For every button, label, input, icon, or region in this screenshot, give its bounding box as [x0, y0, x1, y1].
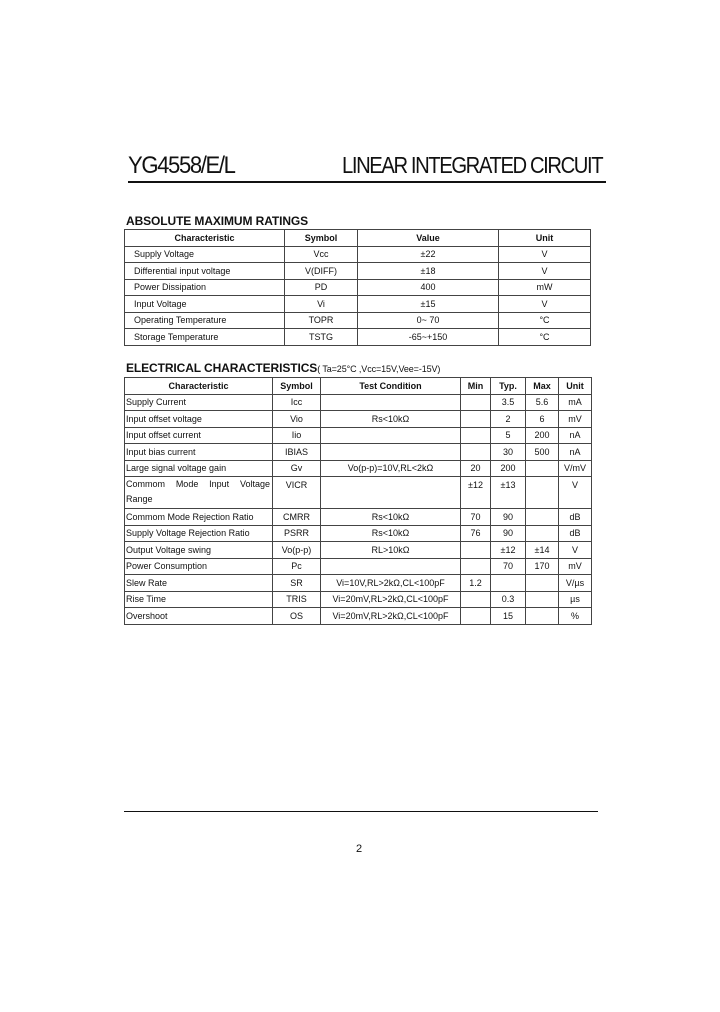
test-condition-cell: Rs<10kΩ — [321, 525, 461, 542]
max-cell — [526, 460, 559, 477]
table-row — [125, 279, 591, 296]
typ-cell: ±12 — [491, 542, 526, 559]
table-row — [125, 542, 592, 559]
min-cell: 70 — [461, 509, 491, 526]
table-row — [125, 411, 592, 428]
value-cell: 400 — [358, 279, 499, 296]
max-cell: 170 — [526, 558, 559, 575]
characteristic-cell: Supply Voltage Rejection Ratio — [125, 525, 273, 542]
test-condition-cell — [321, 444, 461, 461]
document-title: LINEAR INTEGRATED CIRCUIT — [342, 152, 603, 178]
characteristic-cell: Power Dissipation — [125, 279, 285, 296]
symbol-cell: Gv — [273, 460, 321, 477]
typ-cell: 5 — [491, 427, 526, 444]
typ-cell: 15 — [491, 608, 526, 625]
header-value: Value — [358, 230, 499, 247]
unit-cell: % — [559, 608, 592, 625]
page-number: 2 — [356, 843, 363, 855]
symbol-cell: Vi — [285, 296, 358, 313]
header-test-condition: Test Condition — [321, 378, 461, 395]
max-cell: ±14 — [526, 542, 559, 559]
max-cell: 6 — [526, 411, 559, 428]
test-condition-cell: RL>10kΩ — [321, 542, 461, 559]
characteristic-cell: Output Voltage swing — [125, 542, 273, 559]
abs-max-title: ABSOLUTE MAXIMUM RATINGS — [126, 214, 309, 228]
unit-cell: V — [499, 263, 591, 280]
characteristic-cell: Differential input voltage — [125, 263, 285, 280]
min-cell: 76 — [461, 525, 491, 542]
symbol-cell: OS — [273, 608, 321, 625]
characteristic-cell: Large signal voltage gain — [125, 460, 273, 477]
symbol-cell: SR — [273, 575, 321, 592]
header-unit: Unit — [559, 378, 592, 395]
unit-cell: nA — [559, 444, 592, 461]
value-cell: ±18 — [358, 263, 499, 280]
symbol-cell: TOPR — [285, 312, 358, 329]
header-characteristic: Characteristic — [125, 378, 273, 395]
table-row — [125, 525, 592, 542]
value-cell: 0~ 70 — [358, 312, 499, 329]
characteristic-cell: Storage Temperature — [125, 329, 285, 346]
characteristic-cell: Input offset current — [125, 427, 273, 444]
characteristic-cell: Supply Current — [125, 394, 273, 411]
header-max: Max — [526, 378, 559, 395]
max-cell: 5.6 — [526, 394, 559, 411]
unit-cell: µs — [559, 591, 592, 608]
abs-max-header-row — [125, 230, 591, 247]
symbol-cell: TSTG — [285, 329, 358, 346]
max-cell — [526, 608, 559, 625]
max-cell: 200 — [526, 427, 559, 444]
table-row — [125, 312, 591, 329]
header-typ: Typ. — [491, 378, 526, 395]
max-cell — [526, 575, 559, 592]
unit-cell: dB — [559, 509, 592, 526]
max-cell — [526, 477, 559, 509]
characteristic-cell: Input bias current — [125, 444, 273, 461]
test-condition-cell: Vi=10V,RL>2kΩ,CL<100pF — [321, 575, 461, 592]
characteristic-cell: Overshoot — [125, 608, 273, 625]
footer-rule — [124, 811, 598, 812]
unit-cell: V/mV — [559, 460, 592, 477]
symbol-cell: VICR — [273, 477, 321, 509]
table-row — [125, 460, 592, 477]
table-row — [125, 509, 592, 526]
test-condition-cell — [321, 477, 461, 509]
characteristic-cell: Input offset voltage — [125, 411, 273, 428]
unit-cell: mA — [559, 394, 592, 411]
typ-cell — [491, 575, 526, 592]
characteristic-cell: Commom Mode Rejection Ratio — [125, 509, 273, 526]
min-cell — [461, 411, 491, 428]
header-unit: Unit — [499, 230, 591, 247]
characteristic-cell: Commom Mode Input Voltage Range — [125, 477, 273, 509]
typ-cell: 2 — [491, 411, 526, 428]
symbol-cell: Vcc — [285, 246, 358, 263]
table-row — [125, 296, 591, 313]
table-row — [125, 263, 591, 280]
electrical-characteristics-table — [124, 377, 592, 625]
typ-cell: 0.3 — [491, 591, 526, 608]
part-number: YG4558/E/L — [128, 152, 235, 179]
typ-cell: 90 — [491, 525, 526, 542]
unit-cell: mW — [499, 279, 591, 296]
header-rule — [128, 181, 606, 183]
characteristic-cell: Slew Rate — [125, 575, 273, 592]
value-cell: -65~+150 — [358, 329, 499, 346]
typ-cell: 70 — [491, 558, 526, 575]
table-row — [125, 427, 592, 444]
table-row — [125, 477, 592, 509]
characteristic-cell: Input Voltage — [125, 296, 285, 313]
characteristic-cell: Power Consumption — [125, 558, 273, 575]
characteristic-cell: Rise Time — [125, 591, 273, 608]
unit-cell: V — [499, 246, 591, 263]
table-row — [125, 329, 591, 346]
table-row — [125, 444, 592, 461]
test-condition-cell — [321, 394, 461, 411]
min-cell: ±12 — [461, 477, 491, 509]
value-cell: ±22 — [358, 246, 499, 263]
min-cell — [461, 427, 491, 444]
unit-cell: V/µs — [559, 575, 592, 592]
typ-cell: 3.5 — [491, 394, 526, 411]
test-condition-cell: Vi=20mV,RL>2kΩ,CL<100pF — [321, 591, 461, 608]
header-characteristic: Characteristic — [125, 230, 285, 247]
unit-cell: nA — [559, 427, 592, 444]
symbol-cell: CMRR — [273, 509, 321, 526]
abs-max-table — [124, 229, 591, 346]
symbol-cell: Icc — [273, 394, 321, 411]
elec-header-row — [125, 378, 592, 395]
test-condition-cell: Vo(p-p)=10V,RL<2kΩ — [321, 460, 461, 477]
symbol-cell: Vo(p-p) — [273, 542, 321, 559]
table-row — [125, 575, 592, 592]
symbol-cell: Vio — [273, 411, 321, 428]
min-cell — [461, 608, 491, 625]
characteristic-cell: Supply Voltage — [125, 246, 285, 263]
test-condition-cell: Rs<10kΩ — [321, 411, 461, 428]
test-condition-cell — [321, 558, 461, 575]
electrical-title-text: ELECTRICAL CHARACTERISTICS — [126, 361, 318, 375]
min-cell — [461, 444, 491, 461]
max-cell: 500 — [526, 444, 559, 461]
unit-cell: dB — [559, 525, 592, 542]
value-cell: ±15 — [358, 296, 499, 313]
max-cell — [526, 509, 559, 526]
symbol-cell: Iio — [273, 427, 321, 444]
symbol-cell: TRIS — [273, 591, 321, 608]
symbol-cell: PD — [285, 279, 358, 296]
table-row — [125, 558, 592, 575]
table-row — [125, 394, 592, 411]
header-symbol: Symbol — [285, 230, 358, 247]
test-condition-cell — [321, 427, 461, 444]
unit-cell: V — [559, 477, 592, 509]
typ-cell: 200 — [491, 460, 526, 477]
max-cell — [526, 591, 559, 608]
test-condition-cell: Vi=20mV,RL>2kΩ,CL<100pF — [321, 608, 461, 625]
min-cell: 1.2 — [461, 575, 491, 592]
unit-cell: mV — [559, 558, 592, 575]
typ-cell: 90 — [491, 509, 526, 526]
min-cell — [461, 394, 491, 411]
min-cell — [461, 558, 491, 575]
table-row — [125, 591, 592, 608]
electrical-characteristics-title — [126, 361, 440, 375]
min-cell — [461, 542, 491, 559]
typ-cell: ±13 — [491, 477, 526, 509]
test-conditions-note: ( Ta=25°C ,Vcc=15V,Vee=-15V) — [317, 364, 441, 374]
symbol-cell: Pc — [273, 558, 321, 575]
unit-cell: V — [499, 296, 591, 313]
table-row — [125, 246, 591, 263]
typ-cell: 30 — [491, 444, 526, 461]
unit-cell: V — [559, 542, 592, 559]
symbol-cell: V(DIFF) — [285, 263, 358, 280]
test-condition-cell: Rs<10kΩ — [321, 509, 461, 526]
min-cell — [461, 591, 491, 608]
symbol-cell: IBIAS — [273, 444, 321, 461]
max-cell — [526, 525, 559, 542]
min-cell: 20 — [461, 460, 491, 477]
table-row — [125, 608, 592, 625]
characteristic-cell: Operating Temperature — [125, 312, 285, 329]
unit-cell: mV — [559, 411, 592, 428]
header-symbol: Symbol — [273, 378, 321, 395]
unit-cell: °C — [499, 312, 591, 329]
unit-cell: °C — [499, 329, 591, 346]
symbol-cell: PSRR — [273, 525, 321, 542]
header-min: Min — [461, 378, 491, 395]
